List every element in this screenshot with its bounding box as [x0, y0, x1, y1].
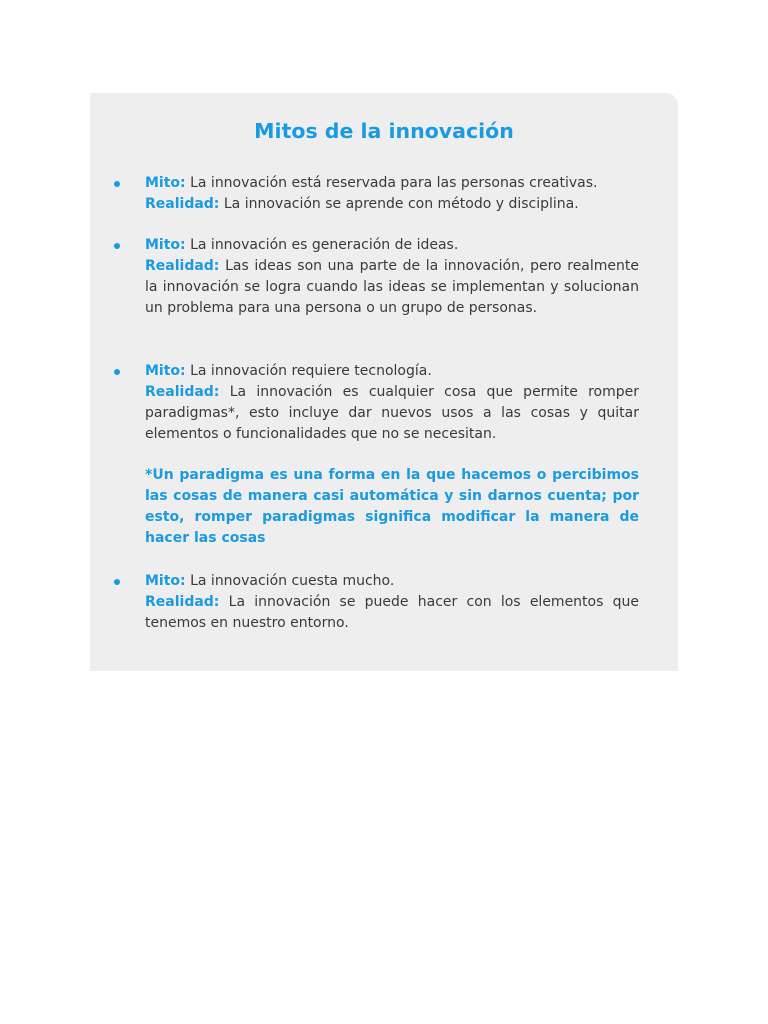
reality-line — [145, 592, 639, 634]
myths-card — [90, 93, 678, 671]
reality-text: La innovación se puede hacer con los elementos que tenemos en nuestro entorno. — [145, 594, 639, 631]
reality-label: Realidad: — [145, 384, 220, 400]
bullet-icon — [114, 579, 120, 585]
reality-text: La innovación se aprende con método y disciplina. — [223, 196, 579, 212]
bullet-icon — [114, 369, 120, 375]
bullet-icon — [114, 243, 120, 249]
myth-line — [145, 235, 639, 256]
myth-line — [145, 571, 639, 592]
myth-label: Mito: — [145, 175, 186, 191]
myth-text: La innovación es generación de ideas. — [190, 237, 459, 253]
page-title: Mitos de la innovación — [254, 119, 514, 143]
reality-text: Las ideas son una parte de la innovación, pero realmente la innovación se logra cuando las ideas se implementan y solucionan un problema para una persona o un grupo de personas. — [145, 258, 639, 316]
item-text — [145, 235, 639, 319]
myth-line — [145, 173, 639, 194]
reality-label: Realidad: — [145, 258, 220, 274]
paradigm-footnote: *Un paradigma es una forma en la que hacemos o percibimos las cosas de manera casi automática y sin darnos cuenta; por esto, romper paradigmas significa modificar la manera de hacer las cosas — [145, 467, 639, 546]
myth-label: Mito: — [145, 237, 186, 253]
myth-text: La innovación requiere tecnología. — [190, 363, 432, 379]
reality-text: La innovación es cualquier cosa que permite romper paradigmas*, esto incluye dar nuevos usos a las cosas y quitar elementos o funcionalidades que no se necesitan. — [145, 384, 639, 442]
reality-line — [145, 382, 639, 445]
myth-line — [145, 361, 639, 382]
myth-label: Mito: — [145, 363, 186, 379]
reality-line — [145, 194, 639, 215]
item-text — [145, 361, 639, 445]
reality-line — [145, 256, 639, 319]
item-text — [145, 173, 639, 215]
myth-text: La innovación cuesta mucho. — [190, 573, 395, 589]
item-text — [145, 571, 639, 634]
myth-label: Mito: — [145, 573, 186, 589]
myth-text: La innovación está reservada para las personas creativas. — [190, 175, 598, 191]
bullet-icon — [114, 181, 120, 187]
reality-label: Realidad: — [145, 196, 220, 212]
reality-label: Realidad: — [145, 594, 220, 610]
